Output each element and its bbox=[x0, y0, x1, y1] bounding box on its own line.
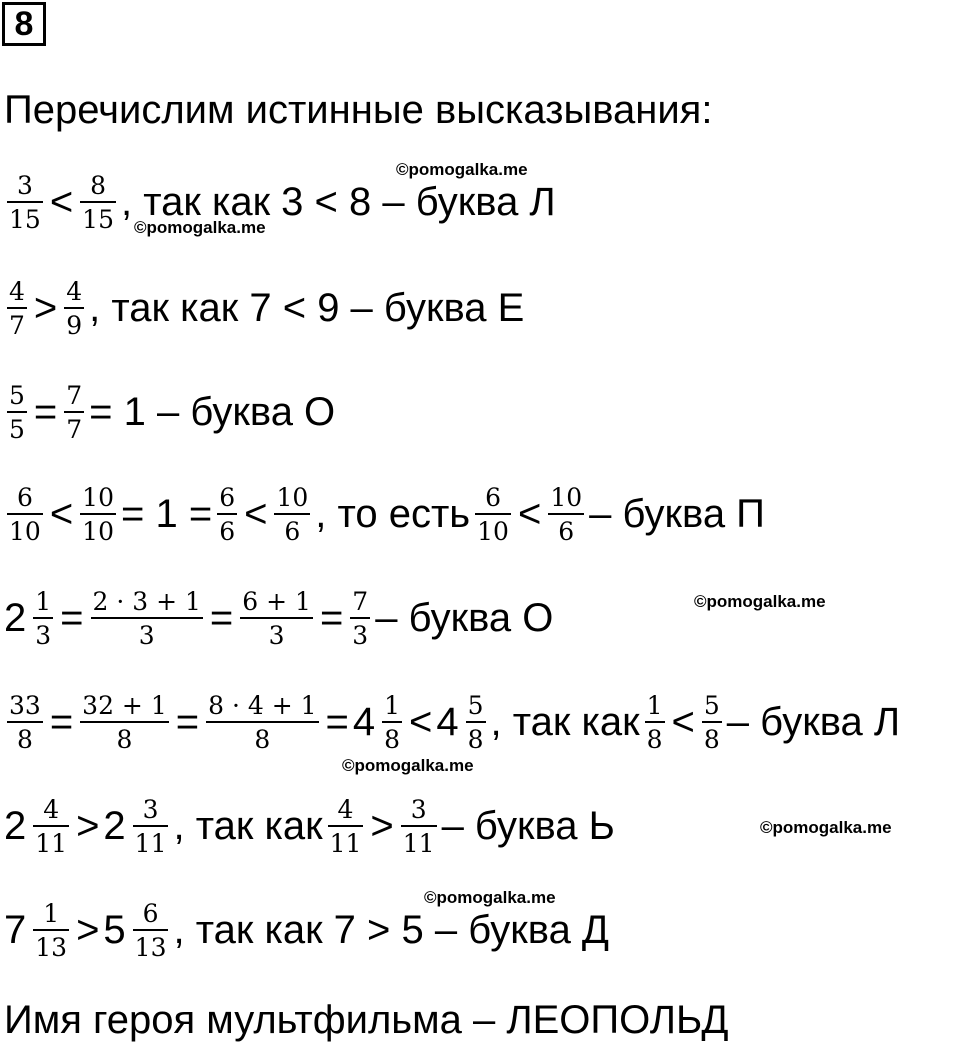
statement-line-2 bbox=[4, 268, 526, 348]
operator: < bbox=[49, 491, 74, 536]
statement-text: , так как 3 < 8 – буква Л bbox=[120, 179, 556, 224]
operator: > bbox=[76, 907, 100, 952]
watermark: ©pomogalka.me bbox=[342, 756, 474, 775]
statement-line-3 bbox=[4, 372, 337, 452]
fraction: $\frac{3}{11}$ bbox=[134, 794, 167, 858]
fraction: $\frac{8 \cdot 4 + 1}{8}$ bbox=[208, 690, 317, 754]
statement-text: , то есть bbox=[315, 491, 471, 536]
fraction: $\frac{4}{7}$ bbox=[9, 276, 25, 340]
statement-text: – буква Ь bbox=[441, 803, 615, 848]
fraction: $\frac{6}{6}$ bbox=[219, 482, 236, 546]
fraction: $\frac{1}{3}$ bbox=[35, 586, 52, 650]
operator: < bbox=[409, 699, 433, 744]
operator: > bbox=[76, 803, 100, 848]
conclusion-text: Имя героя мультфильма – ЛЕОПОЛЬД bbox=[4, 998, 729, 1042]
fraction: $\frac{6}{10}$ bbox=[9, 482, 41, 546]
operator: = bbox=[49, 699, 74, 744]
whole-part: 4 bbox=[436, 699, 459, 744]
statement-line-7 bbox=[4, 786, 617, 866]
fraction: $\frac{6 + 1}{3}$ bbox=[242, 586, 311, 650]
fraction: $\frac{7}{7}$ bbox=[66, 380, 83, 444]
watermark: ©pomogalka.me bbox=[694, 592, 826, 611]
statement-text: – буква П bbox=[589, 491, 765, 536]
whole-part: 2 bbox=[103, 803, 126, 848]
fraction: $\frac{8}{15}$ bbox=[82, 170, 114, 234]
watermark: ©pomogalka.me bbox=[134, 218, 266, 237]
operator: < bbox=[671, 699, 695, 744]
fraction: $\frac{33}{8}$ bbox=[9, 690, 41, 754]
fraction: $\frac{7}{3}$ bbox=[352, 586, 369, 650]
operator: = bbox=[319, 595, 344, 640]
operator: < bbox=[517, 491, 542, 536]
statement-text: – буква О bbox=[375, 595, 554, 640]
fraction: $\frac{10}{10}$ bbox=[82, 482, 114, 546]
fraction: $\frac{4}{11}$ bbox=[35, 794, 68, 858]
statement-text: = 1 = bbox=[120, 491, 213, 536]
fraction: $\frac{1}{13}$ bbox=[35, 898, 68, 962]
fraction: $\frac{10}{6}$ bbox=[276, 482, 309, 546]
operator: < bbox=[49, 179, 74, 224]
operator: = bbox=[209, 595, 234, 640]
fraction: $\frac{4}{11}$ bbox=[329, 794, 362, 858]
operator: > bbox=[370, 803, 394, 848]
fraction: $\frac{3}{11}$ bbox=[402, 794, 435, 858]
watermark: ©pomogalka.me bbox=[396, 160, 528, 179]
whole-part: 2 bbox=[4, 595, 27, 640]
watermark: ©pomogalka.me bbox=[760, 818, 892, 837]
fraction: $\frac{4}{9}$ bbox=[66, 276, 83, 340]
task-number-box: 8 bbox=[2, 2, 46, 46]
fraction: $\frac{2 \cdot 3 + 1}{3}$ bbox=[92, 586, 201, 650]
statement-text: , так как 7 > 5 – буква Д bbox=[173, 907, 610, 952]
fraction: $\frac{5}{5}$ bbox=[9, 380, 25, 444]
statement-text: – буква Л bbox=[726, 699, 901, 744]
fraction: $\frac{1}{8}$ bbox=[384, 690, 401, 754]
statement-text: , так как bbox=[173, 803, 323, 848]
operator: = bbox=[175, 699, 200, 744]
watermark: ©pomogalka.me bbox=[424, 888, 556, 907]
statement-line-5 bbox=[4, 578, 555, 658]
whole-part: 5 bbox=[103, 907, 126, 952]
statement-line-6 bbox=[4, 682, 902, 762]
whole-part: 4 bbox=[352, 699, 376, 744]
statement-text: = 1 – буква О bbox=[89, 389, 336, 434]
statement-text: , так как bbox=[490, 699, 640, 744]
operator: = bbox=[33, 389, 58, 434]
fraction: $\frac{10}{6}$ bbox=[550, 482, 583, 546]
statement-line-4 bbox=[4, 474, 767, 554]
operator: = bbox=[325, 699, 349, 744]
intro-text: Перечислим истинные высказывания: bbox=[4, 88, 713, 132]
fraction: $\frac{1}{8}$ bbox=[646, 690, 663, 754]
fraction: $\frac{3}{15}$ bbox=[9, 170, 41, 234]
fraction: $\frac{32 + 1}{8}$ bbox=[82, 690, 167, 754]
operator: = bbox=[60, 595, 84, 640]
fraction: $\frac{5}{8}$ bbox=[467, 690, 484, 754]
fraction: $\frac{5}{8}$ bbox=[703, 690, 720, 754]
fraction: $\frac{6}{13}$ bbox=[134, 898, 167, 962]
whole-part: 7 bbox=[4, 907, 27, 952]
operator: < bbox=[244, 491, 268, 536]
statement-text: , так как 7 < 9 – буква Е bbox=[89, 285, 525, 330]
fraction: $\frac{6}{10}$ bbox=[477, 482, 509, 546]
operator: > bbox=[33, 285, 58, 330]
whole-part: 2 bbox=[4, 803, 27, 848]
